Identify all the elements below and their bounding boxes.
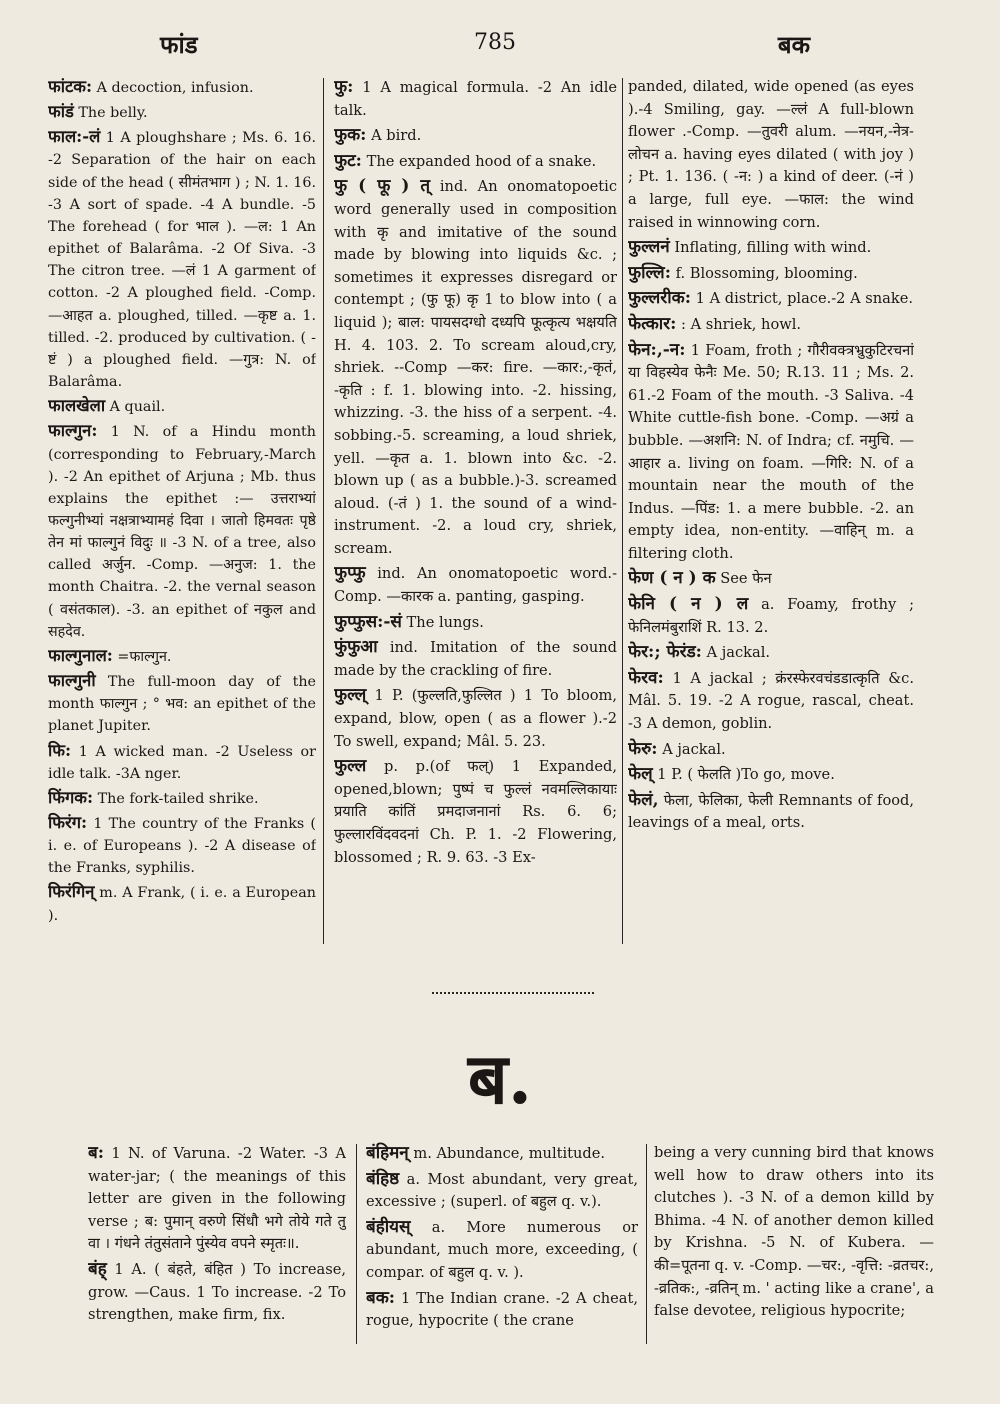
dictionary-entry [334,755,617,869]
dictionary-entry [628,313,914,337]
dictionary-entry [334,684,617,753]
dictionary-entry [628,287,914,311]
dictionary-entry [48,395,316,418]
entry-headword: बक: [366,1287,396,1308]
dictionary-entry [628,763,914,787]
entry-definition: m. A Frank, ( i. e. a European ). [48,885,316,924]
column-4 [88,1142,346,1342]
entry-headword: फेलं, [628,789,659,810]
entry-headword: फुट: [334,150,362,171]
entry-definition: 1 N. of a Hindu month (corresponding to February,-March ). -2 An epithet of Arjuna ; Mb. thus explains the epithet :— उत्तराभ्यां फल्गुनीभ्यां नक्षत्राभ्यामहं दिवा । जातो हिमवतः पृष्ठे तेन मां फाल्गुनं विदुः ॥ -3 N. of a tree, also called अर्जुन. -Comp. —अनुज: 1. the month Chaitra. -2. the vernal season ( वसंतकाल). -3. an epithet of नकुल and सहदेव. [48,424,316,640]
dictionary-entry [88,1258,346,1327]
dictionary-entry [366,1216,638,1285]
entry-headword: बंहिमन् [366,1143,409,1163]
entry-headword: फिंगक: [48,787,94,807]
entry-headword: फेनि ( न ) ल [628,594,749,615]
entry-headword: फुप्फुस:-सं [334,611,402,632]
entry-headword: फुंफुआ [334,637,378,658]
entry-definition: ind. An onomatopoetic word.-Comp. —कारक a. panting, gasping. [334,565,617,606]
dictionary-entry [334,611,617,635]
dictionary-entry [334,175,617,560]
page-header [60,28,930,64]
entry-definition: 1 A ploughshare ; Ms. 6. 16. -2 Separation of the hair on each side of the head ( सीमंतभाग ) ; N. 1. 16. -3 A sort of spade. -4 A bundle. -5 The forehead ( for भाल ). —ल: 1 An epithet of Balarâma. -2 Of Siva. -3 The citron tree. —लं 1 A garment of cotton. -2 A ploughed field. -Comp. —आहत a. ploughed, tilled. —कृष्ट a. 1. tilled. -2. produced by cultivation. ( -ष्टं ) a ploughed field. —गुत्र: N. of Balarâma. [48,130,316,391]
entry-definition: =फाल्गुन. [112,648,172,665]
header-right-word: बक [777,30,810,59]
entry-definition: ind. An onomatopoetic word generally used in composition with कृ and imitative of the sound made by blowing into liquids &c. ; sometimes it expresses disregard or contempt ; (फु फू) कृ 1 to blow into ( a liquid ); बाल: पायसदग्धो दध्यपि फूत्कृत्य भक्षयति H. 4. 103. 2. To scream aloud,cry, shriek. --Comp —कर: fire. —कार:,-कृतं, -कृति : f. 1. blowing into. -2. hissing, whizzing. -3. the hiss of a serpent. -4. sobbing.-5. screaming, a loud shriek, yell. —कृत a. 1. blown into &c. -2. blown up ( as a bubble.)-3. screamed aloud. (-तं ) 1. the sound of a wind-instrument. -2. a loud cry, shriek, scream. [334,178,617,557]
entry-headword: फेण ( न ) क [628,568,716,589]
entry-definition: p. p.(of फल्) 1 Expanded, opened,blown; पुष्पं च फुल्लं नवमल्लिकायाः प्रयाति कांतिं प्रमदाजनानां Rs. 6. 6; फुल्लारविंदवदनां Ch. P. 1. -2 Flowering, blossomed ; R. 9. 63. -3 Ex- [334,758,617,866]
entry-definition: ind. Imitation of the sound made by the crackling of fire. [334,639,617,679]
entry-headword: फेर:; फेरंड: [628,642,702,663]
dictionary-entry [628,641,914,665]
entry-definition: 1 The country of the Franks ( i. e. of Europeans ). -2 A disease of the Franks, syphilis. [48,816,316,877]
column-6 [654,1142,934,1342]
dictionary-entry [628,789,914,835]
entry-headword: फांटक: [48,77,93,96]
dictionary-entry [334,124,617,148]
entry-headword: फेरव: [628,667,664,688]
column-3 [628,76,914,946]
entry-definition: a. Foamy, frothy ; फेनिलमंबुराशिं R. 13. 2. [628,596,914,636]
entry-definition: a. More numerous or abundant, much more, exceeding, ( compar. of बहुल q. v. ). [366,1218,638,1281]
dictionary-entry [628,593,914,639]
dictionary-entry [48,76,316,99]
dictionary-entry [366,1168,638,1214]
entry-headword: ब: [88,1143,104,1163]
entry-headword: फु: [334,77,354,97]
entry-headword: बंहीयस् [366,1216,411,1237]
dictionary-entry [628,738,914,762]
dictionary-entry [334,636,617,682]
entry-definition: 1 P. (फुल्लति,फुल्लित ) 1 To bloom, expand, blow, open ( as a flower ).-2 To swell, expand; Mâl. 5. 23. [334,687,617,750]
entry-definition: A jackal. [701,644,771,662]
entry-headword: फालखेला [48,396,106,416]
entry-definition: 1 A. ( बंहते, बंहित ) To increase, grow. —Caus. 1 To increase. -2 To strengthen, make firm, fix. [88,1260,346,1324]
entry-definition: फेला, फेलिका, फेली Remnants of food, leavings of a meal, orts. [628,791,914,832]
entry-headword: फुल्लनं [628,237,670,258]
entry-headword: फुल्ल् [334,685,367,706]
column-2 [334,76,617,946]
dictionary-entry [654,1142,934,1323]
entry-definition: 1 A district, place.-2 A snake. [691,290,913,308]
entry-headword: फाल्गुनी [48,671,96,691]
dictionary-entry [48,881,316,926]
entry-definition: 1 The Indian crane. -2 A cheat, rogue, hypocrite ( the crane [366,1289,638,1330]
header-left-word: फांड [160,30,198,59]
entry-headword: फुल्लरीक: [628,288,691,309]
page-number: 785 [474,30,516,55]
column-rule-2 [622,78,623,944]
dictionary-entry [48,126,316,393]
entry-definition: A bird. [366,127,422,145]
column-rule-4 [646,1144,647,1344]
column-rule-3 [356,1144,357,1344]
dictionary-entry [48,787,316,810]
entry-definition: 1 A jackal ; क्रंरस्फेरवचंडडात्कृति &c. Mâl. 5. 19. -2 A rogue, rascal, cheat. -3 A demon, goblin. [628,669,914,733]
dictionary-entry [628,262,914,286]
entry-headword: फुक: [334,125,367,146]
entry-definition: a. Most abundant, very great, excessive ; (superl. of बहुल q. v.). [366,1170,638,1211]
dictionary-entry [334,150,617,174]
dictionary-entry [628,339,914,566]
dictionary-entry [48,812,316,879]
entry-headword: फुप्फु [334,563,366,584]
entry-headword: फु ( फू ) त् [334,176,431,197]
column-1 [48,76,316,936]
dictionary-entry [48,740,316,785]
dictionary-entry [628,236,914,260]
dictionary-entry [334,76,617,122]
entry-headword: बंहिष्ठ [366,1168,400,1189]
entry-definition: f. Blossoming, blooming. [670,264,858,282]
entry-definition: m. Abundance, multitude. [408,1145,606,1162]
entry-definition: 1 P. ( फेलति )To go, move. [652,766,835,784]
entry-definition: The full-moon day of the month फाल्गुन ; ° भव: an epithet of the planet Jupiter. [48,674,316,735]
entry-headword: फुल्लि: [628,262,671,283]
entry-definition: A quail. [105,399,166,416]
dictionary-entry [628,667,914,736]
entry-headword: फिरंग: [48,813,88,832]
dictionary-entry [48,420,316,643]
column-5 [366,1142,638,1342]
entry-definition: panded, dilated, wide opened (as eyes ).-4 Smiling, gay. —ल्लं A full-blown flower .-Comp. —तुवरी alum. —नयन,-नेत्र-लोचन a. having eyes dilated ( with joy ) ; Pt. 1. 136. ( -न: ) a kind of deer. (-नं ) a large, full eye. —फाल: the wind raised in winnowing corn. [628,78,914,231]
entry-headword: फेरु: [628,738,658,759]
entry-definition: being a very cunning bird that knows well how to draw others into its clutches ). -3 N. of a demon killd by Bhima. -4 N. of another demon killed by Krishna. -5 N. of Kubera. —की=पूतना q. v. -Comp. —चर:, -वृत्ति: -व्रतचर:, -व्रतिक:, -व्रतिन् m. ' acting like a crane', a false devotee, religious hypocrite; [654,1144,934,1320]
dictionary-entry [366,1142,638,1166]
dictionary-entry [48,645,316,668]
entry-headword: फाल:-लं [48,127,101,147]
dictionary-entry [628,567,914,591]
entry-definition: A decoction, infusion. [92,80,254,96]
entry-definition: 1 A wicked man. -2 Useless or idle talk. -3A nger. [48,743,316,782]
entry-definition: The belly. [73,105,148,122]
entry-definition: See फेन [715,570,772,588]
entry-definition: Inflating, filling with wind. [669,239,872,257]
entry-definition: The lungs. [401,613,484,631]
entry-headword: फेत्कार: [628,313,677,334]
entry-definition: 1 Foam, froth ; गौरीवक्त्रभ्रुकुटिरचनां या विहस्येव फेनैः Me. 50; R.13. 11 ; Ms. 2. 61.-2 Foam of the mouth. -3 Saliva. -4 White cuttle-fish bone. -Comp. —अग्रं a bubble. —अशनि: N. of Indra; cf. नमुचि. —आहार a. living on foam. —गिरि: N. of a mountain near the mouth of the Indus. —पिंड: 1. a mere bubble. -2. an empty idea, non-entity. —वाहिन् m. a filtering cloth. [628,341,914,562]
dictionary-entry [48,670,316,737]
column-rule-1 [323,78,324,944]
entry-definition: A jackal. [657,740,726,758]
entry-headword: फेल् [628,764,653,785]
dictionary-entry [88,1142,346,1256]
entry-headword: फि: [48,740,72,760]
entry-definition: The fork-tailed shrike. [93,790,259,807]
dictionary-entry [628,76,914,234]
dictionary-entry [366,1287,638,1333]
entry-headword: फाल्गुन: [48,421,98,441]
dictionary-entry [48,101,316,124]
section-ornament [432,992,594,998]
entry-headword: फेन:,-न: [628,339,686,360]
entry-definition: : A shriek, howl. [676,315,802,333]
entry-headword: फांडं [48,102,74,122]
entry-definition: 1 N. of Varuna. -2 Water. -3 A water-jar; ( the meanings of this letter are given in the following verse ; ब: पुमान् वरुणे सिंधौ भगे तोये गते तु वा । गंधने तंतुसंताने पुंस्येव वपने स्मृतः॥. [88,1145,346,1253]
entry-headword: फुल्ल [334,756,367,777]
entry-definition: 1 A magical formula. -2 An idle talk. [334,79,617,119]
entry-definition: The expanded hood of a snake. [361,152,597,170]
dictionary-entry [334,562,617,608]
entry-headword: बंह् [88,1258,107,1279]
entry-headword: फिरंगिन् [48,882,95,902]
section-letter: ब. [467,1037,533,1120]
entry-headword: फाल्गुनाल: [48,645,113,665]
